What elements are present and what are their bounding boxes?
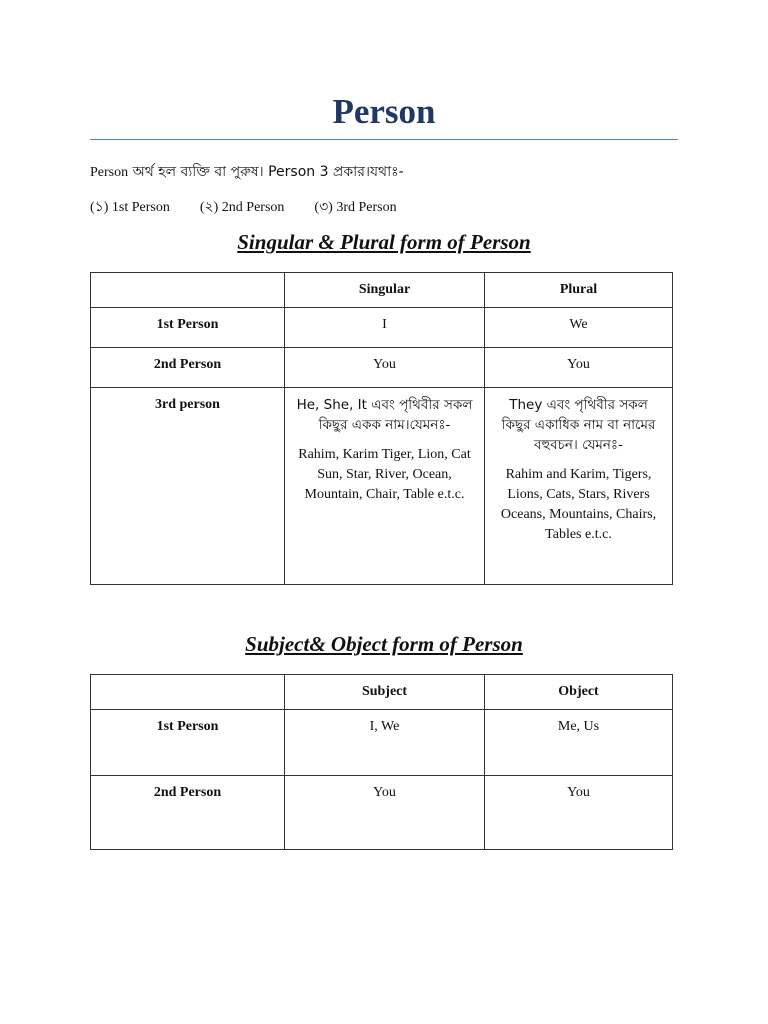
intro-line: [90, 160, 404, 184]
person-type-item: (১) 1st Person: [90, 200, 170, 215]
row-label: 1st Person: [91, 710, 285, 776]
header-cell-singular: Singular: [285, 273, 485, 308]
subject-object-table: [90, 674, 673, 850]
title-underline-rule: [90, 139, 678, 140]
section-title-subject-object: Subject& Object form of Person: [245, 632, 523, 656]
section-title-singular-plural: Singular & Plural form of Person: [237, 230, 531, 254]
plural-cell: You: [485, 348, 673, 388]
object-cell: Me, Us: [485, 710, 673, 776]
person-type-item: (২) 2nd Person: [199, 200, 285, 215]
intro-text: অর্থ হল ব্যক্তি বা পুরুষ। Person 3 প্রকার।যথাঃ-: [128, 164, 404, 180]
intro-lead: Person: [90, 165, 129, 180]
row-label: 2nd Person: [91, 348, 285, 388]
row-label: 2nd Person: [91, 776, 285, 850]
singular-cell: I: [285, 308, 485, 348]
table-row: [91, 348, 673, 388]
person-type-item: (৩) 3rd Person: [314, 200, 397, 215]
table-row: [91, 388, 673, 585]
singular-cell: You: [285, 348, 485, 388]
page-title: Person: [332, 92, 436, 131]
singular-description: He, She, It এবং পৃথিবীর সকল কিছুর একক নাম।যেমনঃ-: [296, 397, 473, 433]
subject-cell: I, We: [285, 710, 485, 776]
header-cell: [91, 675, 285, 710]
row-label: 1st Person: [91, 308, 285, 348]
plural-examples: Rahim and Karim, Tigers, Lions, Cats, Stars, Rivers Oceans, Mountains, Chairs, Tables e.t.c.: [500, 467, 657, 542]
header-cell: [91, 273, 285, 308]
table-header-row: [91, 273, 673, 308]
table-row: [91, 776, 673, 850]
plural-cell: We: [485, 308, 673, 348]
row-label: 3rd person: [91, 388, 285, 585]
singular-cell: [285, 388, 485, 585]
person-types-list: [90, 195, 397, 219]
header-cell-plural: Plural: [485, 273, 673, 308]
plural-description: They এবং পৃথিবীর সকল কিছুর একাধিক নাম বা নামের বহুবচন। যেমনঃ-: [501, 397, 656, 453]
table-row: [91, 710, 673, 776]
singular-plural-table: [90, 272, 673, 585]
plural-cell: [485, 388, 673, 585]
subject-cell: You: [285, 776, 485, 850]
table-header-row: [91, 675, 673, 710]
singular-examples: Rahim, Karim Tiger, Lion, Cat Sun, Star, River, Ocean, Mountain, Chair, Table e.t.c.: [298, 447, 471, 502]
object-cell: You: [485, 776, 673, 850]
header-cell-object: Object: [485, 675, 673, 710]
table-row: [91, 308, 673, 348]
header-cell-subject: Subject: [285, 675, 485, 710]
